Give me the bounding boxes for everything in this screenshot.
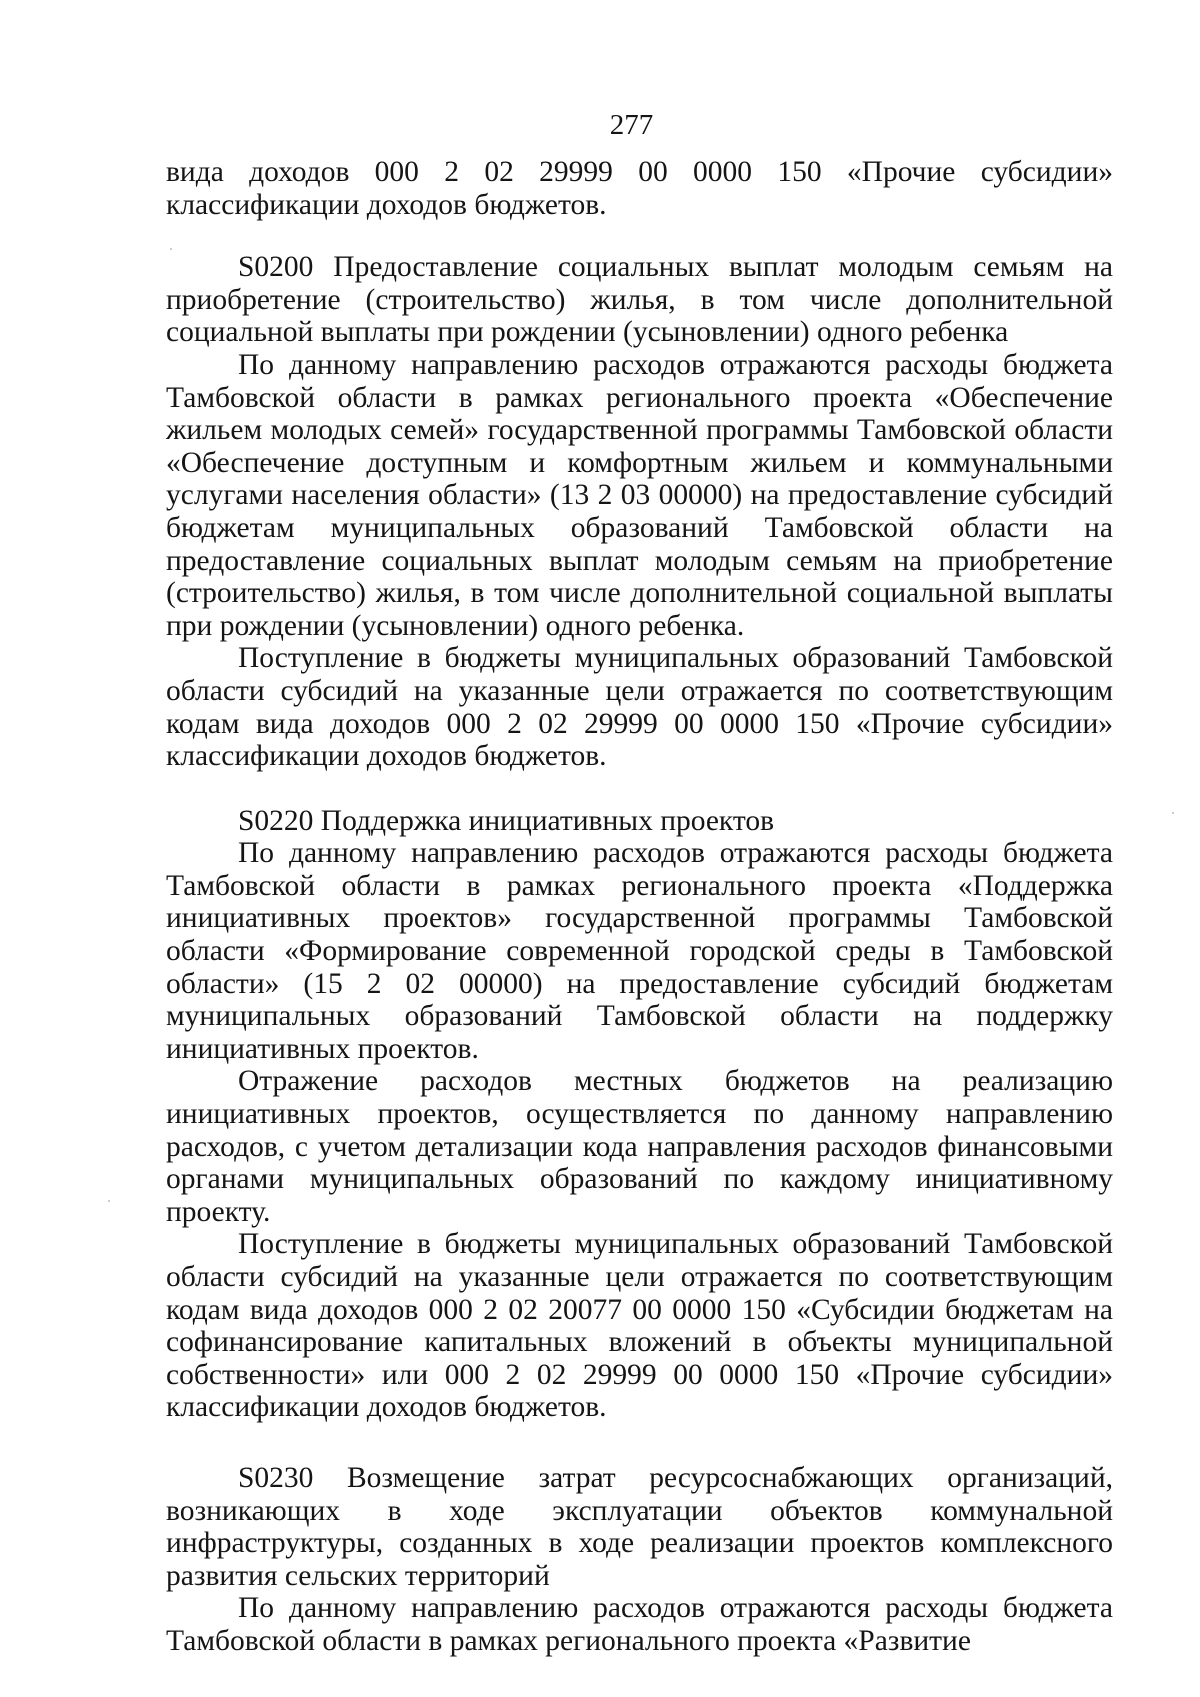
paragraph-s0200-description: По данному направлению расходов отражаются расходы бюджета Тамбовской области в рамках регионального проекта «Обеспечение жильем молодых семей» государственной программы Тамбовской области «Обеспечение доступным и комфортным жильем и коммунальными услугами населения области» (13 2 03 00000) на предоставление субсидий бюджетам муниципальных образований Тамбовской области на предоставление социальных выплат молодым семьям на приобретение (строительство) жилья, в том числе дополнительной социальной выплаты при рождении (усыновлении) одного ребенка.: [166, 348, 1113, 642]
section-heading-s0200: S0200 Предоставление социальных выплат молодым семьям на приобретение (строительство) жилья, в том числе дополнительной социальной выплаты при рождении (усыновлении) одного ребенка: [166, 251, 1113, 349]
paragraph-s0230-description: По данному направлению расходов отражаются расходы бюджета Тамбовской области в рамках регионального проекта «Развитие: [166, 1592, 1113, 1657]
paragraph-income-code-continuation: вида доходов 000 2 02 29999 00 0000 150 «Прочие субсидии» классификации доходов бюджетов.: [166, 156, 1113, 221]
scan-speck: [108, 1200, 110, 1202]
section-heading-s0230: S0230 Возмещение затрат ресурсоснабжающих организаций, возникающих в ходе эксплуатации объектов коммунальной инфраструктуры, созданных в ходе реализации проектов комплексного развития сельских территорий: [166, 1461, 1113, 1592]
paragraph-s0220-local-budgets: Отражение расходов местных бюджетов на реализацию инициативных проектов, осуществляется по данному направлению расходов, с учетом детализации кода направления расходов финансовыми органами муниципальных образований по каждому инициативному проекту.: [166, 1065, 1113, 1228]
section-heading-s0220: S0220 Поддержка инициативных проектов: [238, 804, 775, 837]
scan-speck: [170, 248, 172, 250]
paragraph-s0220-income: Поступление в бюджеты муниципальных образований Тамбовской области субсидий на указанные цели отражается по соответствующим кодам вида доходов 000 2 02 20077 00 0000 150 «Субсидии бюджетам на софинансирование капитальных вложений в объекты муниципальной собственности» или 000 2 02 29999 00 0000 150 «Прочие субсидии» классификации доходов бюджетов.: [166, 1228, 1113, 1424]
paragraph-s0200-income: Поступление в бюджеты муниципальных образований Тамбовской области субсидий на указанные цели отражается по соответствующим кодам вида доходов 000 2 02 29999 00 0000 150 «Прочие субсидии» классификации доходов бюджетов.: [166, 642, 1113, 773]
page-number: 277: [609, 109, 654, 141]
document-body: [166, 156, 1113, 1658]
scan-speck: [1172, 812, 1174, 814]
paragraph-s0220-description: По данному направлению расходов отражаются расходы бюджета Тамбовской области в рамках регионального проекта «Поддержка инициативных проектов» государственной программы Тамбовской области «Формирование современной городской среды в Тамбовской области» (15 2 02 00000) на предоставление субсидий бюджетам муниципальных образований Тамбовской области на поддержку инициативных проектов.: [166, 837, 1113, 1065]
